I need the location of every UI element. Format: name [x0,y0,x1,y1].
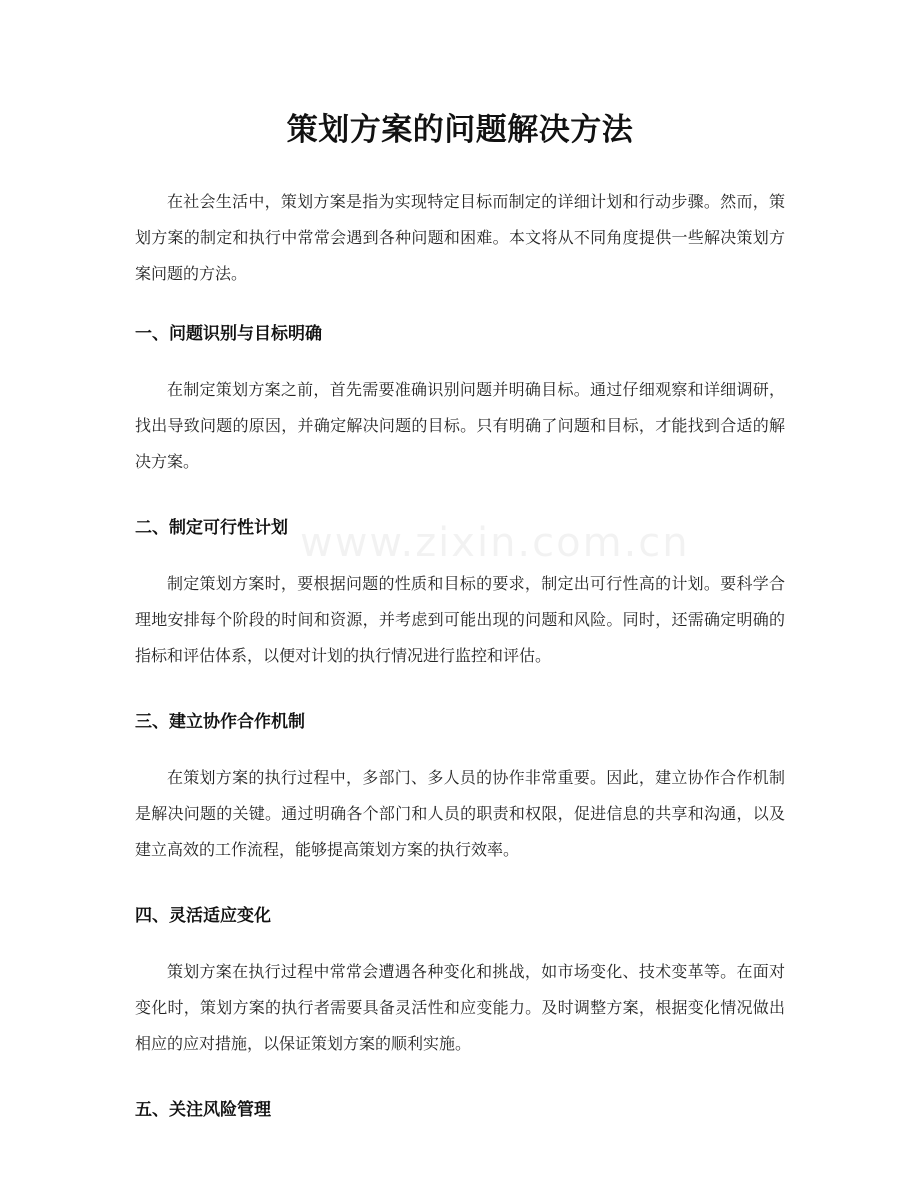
section-5-heading: 五、关注风险管理 [135,1100,271,1120]
section-4-body: 策划方案在执行过程中常常会遭遇各种变化和挑战，如市场变化、技术变革等。在面对变化时，策划方案的执行者需要具备灵活性和应变能力。及时调整方案，根据变化情况做出相应的应对措施，以保证策划方案的顺利实施。 [135,962,785,1053]
section-2-body: 制定策划方案时，要根据问题的性质和目标的要求，制定出可行性高的计划。要科学合理地安排每个阶段的时间和资源，并考虑到可能出现的问题和风险。同时，还需确定明确的指标和评估体系，以便对计划的执行情况进行监控和评估。 [135,574,785,665]
section-2-heading: 二、制定可行性计划 [135,518,288,538]
section-3-heading: 三、建立协作合作机制 [135,712,305,732]
watermark: www.zixin.com.cn [300,520,690,566]
document-title: 策划方案的问题解决方法 [286,112,634,148]
section-4-heading: 四、灵活适应变化 [135,906,271,926]
section-1-heading: 一、问题识别与目标明确 [135,324,322,344]
section-1-body: 在制定策划方案之前，首先需要准确识别问题并明确目标。通过仔细观察和详细调研，找出导致问题的原因，并确定解决问题的目标。只有明确了问题和目标，才能找到合适的解决方案。 [135,380,785,471]
intro-paragraph: 在社会生活中，策划方案是指为实现特定目标而制定的详细计划和行动步骤。然而，策划方案的制定和执行中常常会遇到各种问题和困难。本文将从不同角度提供一些解决策划方案问题的方法。 [135,192,785,283]
section-3-body: 在策划方案的执行过程中，多部门、多人员的协作非常重要。因此，建立协作合作机制是解决问题的关键。通过明确各个部门和人员的职责和权限，促进信息的共享和沟通，以及建立高效的工作流程，能够提高策划方案的执行效率。 [135,768,785,859]
